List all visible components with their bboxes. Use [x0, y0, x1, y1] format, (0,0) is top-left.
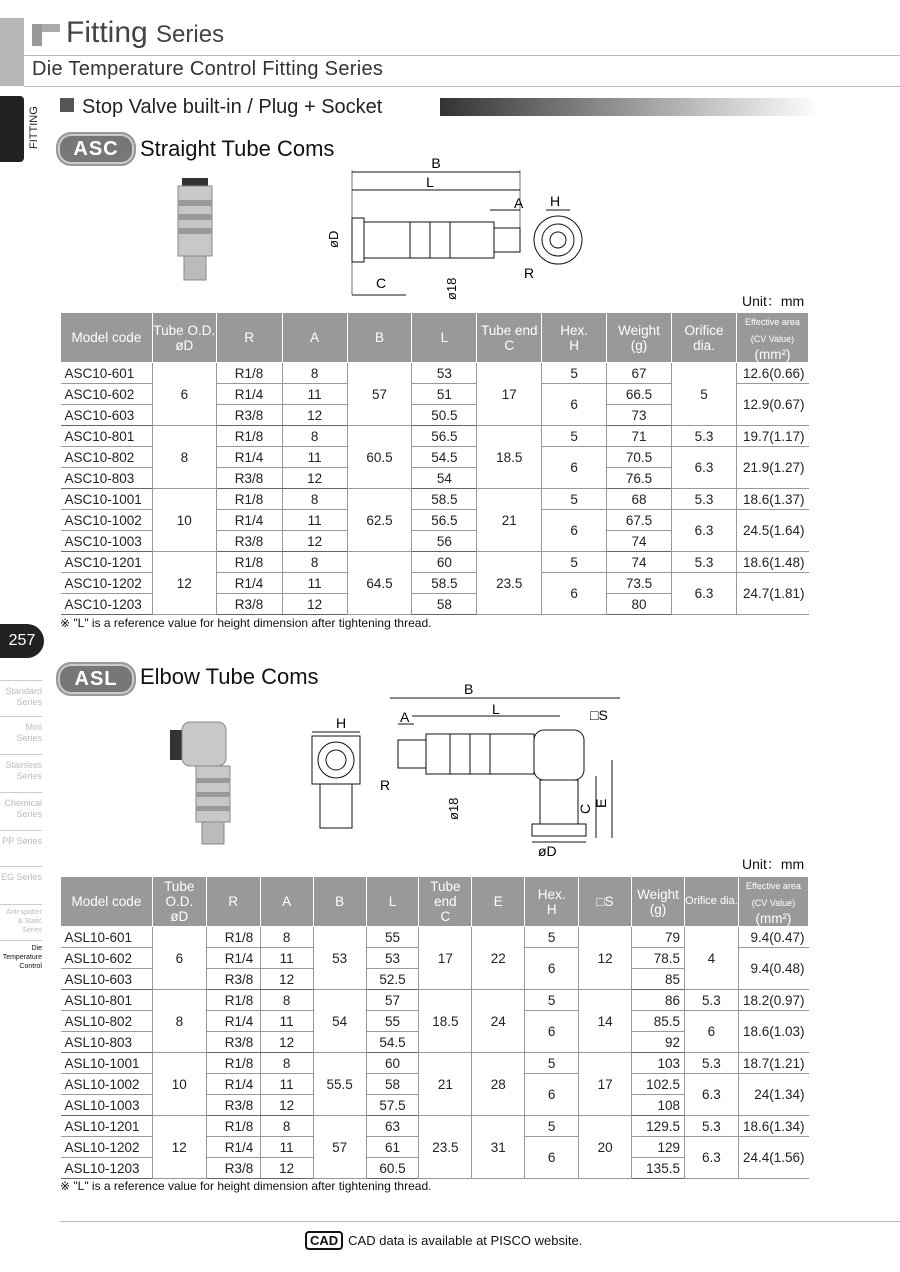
cell-a: 11 — [282, 573, 347, 594]
cell-w: 129 — [632, 1137, 685, 1158]
cell-w: 74 — [607, 531, 672, 552]
cell-r: R1/8 — [216, 489, 282, 510]
cell-w: 79 — [632, 927, 685, 948]
svg-text:H: H — [550, 193, 561, 209]
cell-b: 62.5 — [347, 489, 412, 552]
cell-r: R3/8 — [206, 1095, 260, 1116]
cell-w: 85.5 — [632, 1011, 685, 1032]
cell-l: 55 — [366, 927, 419, 948]
divider — [0, 716, 42, 717]
asl-note: ※ "L" is a reference value for height dimension after tightening thread. — [60, 1179, 432, 1193]
col-model-code: Model code — [61, 877, 153, 927]
cell-r: R3/8 — [216, 531, 282, 552]
cell-c: 21 — [419, 1053, 472, 1116]
cell-h: 5 — [542, 489, 607, 510]
cell-r: R1/4 — [206, 1137, 260, 1158]
cell-eff: 9.4(0.47) — [738, 927, 808, 948]
nav-chemical-series[interactable]: Chemical Series — [4, 798, 42, 819]
cell-orifice: 6.3 — [672, 510, 737, 552]
svg-text:ø18: ø18 — [446, 797, 461, 820]
cell-e: 24 — [472, 990, 525, 1053]
col-a: A — [282, 313, 347, 363]
cell-w: 73 — [607, 405, 672, 426]
cell-model: ASL10-802 — [61, 1011, 153, 1032]
svg-text:B: B — [464, 681, 474, 697]
cell-a: 12 — [260, 1095, 313, 1116]
col-hex: Hex. H — [525, 877, 579, 927]
col-tube-end: Tube end C — [419, 877, 472, 927]
cell-b: 55.5 — [313, 1053, 366, 1116]
cell-a: 8 — [282, 552, 347, 573]
cell-w: 129.5 — [632, 1116, 685, 1137]
cell-eff: 18.2(0.97) — [738, 990, 808, 1011]
cell-eff: 24.4(1.56) — [738, 1137, 808, 1179]
nav-die-temperature-control[interactable]: Die Temperature Control — [2, 945, 42, 970]
col-orifice: Orifice dia. — [684, 877, 738, 927]
cell-l: 58.5 — [412, 489, 477, 510]
asc-spec-table — [60, 312, 809, 615]
col-a: A — [260, 877, 313, 927]
cell-a: 11 — [282, 447, 347, 468]
asl-badge: ASL — [56, 662, 136, 696]
side-tab-label: FITTING — [28, 106, 40, 150]
cell-w: 102.5 — [632, 1074, 685, 1095]
nav-stainless-series[interactable]: Stainless Series — [5, 760, 42, 781]
cell-a: 11 — [260, 948, 313, 969]
cell-l: 58.5 — [412, 573, 477, 594]
col-l: L — [412, 313, 477, 363]
cad-icon: CAD — [305, 1231, 343, 1250]
asl-title: Elbow Tube Coms — [140, 664, 319, 689]
cell-h: 5 — [542, 426, 607, 447]
asc-title: Straight Tube Coms — [140, 136, 335, 161]
col-tube-od: Tube O.D. øD — [152, 313, 216, 363]
cell-w: 70.5 — [607, 447, 672, 468]
cell-r: R1/8 — [206, 927, 260, 948]
cell-model: ASC10-1001 — [61, 489, 153, 510]
cell-r: R3/8 — [206, 1158, 260, 1179]
cell-r: R3/8 — [216, 405, 282, 426]
cell-orifice: 5 — [672, 363, 737, 426]
cell-l: 58 — [412, 594, 477, 615]
cad-notice: CAD CAD data is available at PISCO website. — [305, 1231, 582, 1250]
svg-text:L: L — [426, 174, 434, 190]
divider — [24, 86, 900, 87]
divider — [0, 792, 42, 793]
cell-l: 54.5 — [366, 1032, 419, 1053]
cell-w: 78.5 — [632, 948, 685, 969]
cell-w: 67 — [607, 363, 672, 384]
cell-c: 21 — [477, 489, 542, 552]
asc-badge: ASC — [56, 132, 136, 166]
cell-model: ASC10-1201 — [61, 552, 153, 573]
cell-l: 58 — [366, 1074, 419, 1095]
cell-h: 6 — [542, 447, 607, 489]
cell-b: 53 — [313, 927, 366, 990]
col-b: B — [347, 313, 412, 363]
svg-text:øD: øD — [538, 843, 557, 859]
table-row — [61, 489, 809, 510]
fitting-logo-icon — [30, 20, 64, 48]
svg-text:E: E — [593, 798, 609, 808]
divider — [0, 866, 42, 867]
divider — [0, 754, 42, 755]
cell-od: 8 — [152, 990, 206, 1053]
cell-l: 56.5 — [412, 510, 477, 531]
cell-od: 6 — [152, 927, 206, 990]
svg-text:B: B — [431, 155, 441, 171]
cell-r: R1/4 — [216, 510, 282, 531]
cell-a: 12 — [282, 594, 347, 615]
cell-model: ASL10-803 — [61, 1032, 153, 1053]
cell-h: 6 — [542, 510, 607, 552]
col-l: L — [366, 877, 419, 927]
cell-orifice: 5.3 — [684, 1053, 738, 1074]
cell-s: 20 — [579, 1116, 632, 1179]
cell-h: 5 — [525, 1116, 579, 1137]
cell-a: 12 — [260, 969, 313, 990]
divider — [0, 680, 42, 681]
cell-l: 55 — [366, 1011, 419, 1032]
cell-l: 50.5 — [412, 405, 477, 426]
cell-r: R1/8 — [216, 426, 282, 447]
page-title: Fitting Series — [66, 16, 225, 49]
col-r: R — [206, 877, 260, 927]
cell-eff: 21.9(1.27) — [736, 447, 808, 489]
cell-l: 56.5 — [412, 426, 477, 447]
cell-w: 68 — [607, 489, 672, 510]
cell-w: 71 — [607, 426, 672, 447]
cell-eff: 12.6(0.66) — [736, 363, 808, 384]
cell-model: ASC10-803 — [61, 468, 153, 489]
cell-b: 57 — [313, 1116, 366, 1179]
nav-standard-series[interactable]: Standard Series — [5, 686, 42, 707]
cell-l: 57.5 — [366, 1095, 419, 1116]
cell-a: 12 — [282, 531, 347, 552]
cell-eff: 18.6(1.03) — [738, 1011, 808, 1053]
cell-l: 56 — [412, 531, 477, 552]
cell-orifice: 6.3 — [672, 447, 737, 489]
cell-eff: 12.9(0.67) — [736, 384, 808, 426]
cell-model: ASC10-1003 — [61, 531, 153, 552]
cell-a: 8 — [282, 489, 347, 510]
cell-w: 67.5 — [607, 510, 672, 531]
cell-od: 12 — [152, 552, 216, 615]
cell-model: ASL10-1201 — [61, 1116, 153, 1137]
svg-text:R: R — [524, 265, 535, 281]
cell-od: 8 — [152, 426, 216, 489]
cell-r: R1/4 — [206, 1011, 260, 1032]
cell-model: ASL10-1001 — [61, 1053, 153, 1074]
cell-model: ASL10-602 — [61, 948, 153, 969]
cell-e: 31 — [472, 1116, 525, 1179]
asl-unit: Unit：mm — [742, 856, 805, 872]
cell-r: R1/4 — [216, 447, 282, 468]
cell-w: 135.5 — [632, 1158, 685, 1179]
cell-a: 11 — [260, 1074, 313, 1095]
cell-od: 12 — [152, 1116, 206, 1179]
cell-w: 92 — [632, 1032, 685, 1053]
cell-orifice: 5.3 — [684, 990, 738, 1011]
cell-r: R1/8 — [206, 990, 260, 1011]
cell-h: 6 — [542, 384, 607, 426]
col-b: B — [313, 877, 366, 927]
cell-r: R1/4 — [206, 948, 260, 969]
section-heading: Stop Valve built-in / Plug + Socket — [60, 96, 382, 119]
cell-model: ASL10-1202 — [61, 1137, 153, 1158]
col-weight: Weight (g) — [632, 877, 685, 927]
cell-l: 60 — [366, 1053, 419, 1074]
asl-spec-table — [60, 876, 809, 1179]
cell-r: R1/4 — [216, 384, 282, 405]
divider — [24, 55, 900, 56]
cell-eff: 18.6(1.48) — [736, 552, 808, 573]
cell-model: ASC10-802 — [61, 447, 153, 468]
cell-c: 18.5 — [419, 990, 472, 1053]
cell-h: 5 — [542, 552, 607, 573]
cell-model: ASC10-1202 — [61, 573, 153, 594]
cell-l: 54 — [412, 468, 477, 489]
col-orifice: Orifice dia. — [672, 313, 737, 363]
col-s: □S — [579, 877, 632, 927]
cell-r: R3/8 — [216, 594, 282, 615]
svg-text:C: C — [577, 803, 593, 814]
cell-b: 60.5 — [347, 426, 412, 489]
cell-eff: 18.6(1.37) — [736, 489, 808, 510]
cell-eff: 18.7(1.21) — [738, 1053, 808, 1074]
cell-eff: 19.7(1.17) — [736, 426, 808, 447]
cell-model: ASL10-1002 — [61, 1074, 153, 1095]
cell-e: 22 — [472, 927, 525, 990]
asl-product-image — [160, 710, 250, 850]
cell-orifice: 6 — [684, 1011, 738, 1053]
cell-orifice: 6.3 — [672, 573, 737, 615]
nav-mini-series[interactable]: Mini Series — [16, 722, 42, 743]
cell-r: R1/8 — [206, 1116, 260, 1137]
cell-w: 80 — [607, 594, 672, 615]
cell-orifice: 6.3 — [684, 1074, 738, 1116]
cell-l: 53 — [366, 948, 419, 969]
cell-model: ASC10-603 — [61, 405, 153, 426]
cell-a: 11 — [282, 384, 347, 405]
table-row — [61, 990, 809, 1011]
cell-model: ASC10-602 — [61, 384, 153, 405]
nav-anti-spatter-series[interactable]: Anti-spatter & Static Series — [6, 909, 42, 934]
cell-r: R3/8 — [216, 468, 282, 489]
cell-r: R1/8 — [206, 1053, 260, 1074]
cell-model: ASC10-1002 — [61, 510, 153, 531]
asc-product-image — [160, 170, 230, 290]
svg-text:H: H — [336, 715, 347, 731]
divider — [0, 904, 42, 905]
asc-dimension-drawing — [320, 150, 600, 302]
cell-h: 6 — [525, 1137, 579, 1179]
cell-model: ASL10-603 — [61, 969, 153, 990]
cell-l: 63 — [366, 1116, 419, 1137]
page-subtitle: Die Temperature Control Fitting Series — [32, 58, 384, 80]
cell-r: R3/8 — [206, 969, 260, 990]
cell-eff: 24.7(1.81) — [736, 573, 808, 615]
table-row — [61, 1053, 809, 1074]
page-number: 257 — [0, 624, 44, 658]
col-tube-od: Tube O.D. øD — [152, 877, 206, 927]
cell-a: 12 — [282, 468, 347, 489]
cell-l: 53 — [412, 363, 477, 384]
cell-r: R1/8 — [216, 552, 282, 573]
cell-s: 14 — [579, 990, 632, 1053]
col-hex: Hex. H — [542, 313, 607, 363]
cell-c: 17 — [477, 363, 542, 426]
svg-text:A: A — [400, 709, 410, 725]
cell-od: 10 — [152, 489, 216, 552]
table-row — [61, 927, 809, 948]
cell-b: 64.5 — [347, 552, 412, 615]
cell-a: 8 — [260, 1053, 313, 1074]
cell-model: ASL10-1203 — [61, 1158, 153, 1179]
cell-a: 11 — [260, 1137, 313, 1158]
svg-text:A: A — [514, 195, 524, 211]
svg-text:L: L — [492, 701, 500, 717]
cell-a: 12 — [260, 1158, 313, 1179]
svg-text:C: C — [376, 275, 387, 291]
cell-c: 23.5 — [419, 1116, 472, 1179]
cell-a: 8 — [260, 1116, 313, 1137]
cell-h: 5 — [525, 1053, 579, 1074]
cell-orifice: 5.3 — [672, 489, 737, 510]
divider — [0, 830, 42, 831]
divider — [60, 1221, 900, 1222]
nav-pp-series[interactable]: PP Series — [2, 836, 42, 846]
cell-s: 17 — [579, 1053, 632, 1116]
cell-a: 8 — [260, 927, 313, 948]
col-effective-area: Effective area (CV Value) (mm²) — [736, 313, 808, 363]
cell-r: R1/8 — [216, 363, 282, 384]
cell-r: R1/4 — [216, 573, 282, 594]
cell-r: R1/4 — [206, 1074, 260, 1095]
cell-a: 8 — [260, 990, 313, 1011]
col-e: E — [472, 877, 525, 927]
cell-l: 61 — [366, 1137, 419, 1158]
cell-od: 10 — [152, 1053, 206, 1116]
cell-h: 6 — [525, 1011, 579, 1053]
cell-od: 6 — [152, 363, 216, 426]
cell-l: 51 — [412, 384, 477, 405]
cell-w: 66.5 — [607, 384, 672, 405]
table-row — [61, 426, 809, 447]
cell-a: 11 — [260, 1011, 313, 1032]
cell-a: 12 — [282, 405, 347, 426]
cell-b: 54 — [313, 990, 366, 1053]
svg-text:øD: øD — [326, 230, 341, 248]
nav-eg-series[interactable]: EG Series — [0, 872, 42, 882]
cell-orifice: 4 — [684, 927, 738, 990]
cell-model: ASC10-801 — [61, 426, 153, 447]
cell-model: ASL10-601 — [61, 927, 153, 948]
cell-w: 73.5 — [607, 573, 672, 594]
cell-a: 8 — [282, 426, 347, 447]
col-model-code: Model code — [61, 313, 153, 363]
svg-text:ø18: ø18 — [444, 277, 459, 300]
cell-w: 76.5 — [607, 468, 672, 489]
cell-orifice: 5.3 — [672, 552, 737, 573]
table-row — [61, 552, 809, 573]
cell-h: 5 — [542, 363, 607, 384]
cell-l: 54.5 — [412, 447, 477, 468]
cell-eff: 24.5(1.64) — [736, 510, 808, 552]
section-gradient-bar — [440, 98, 820, 116]
cell-w: 85 — [632, 969, 685, 990]
cell-model: ASL10-1003 — [61, 1095, 153, 1116]
cell-w: 103 — [632, 1053, 685, 1074]
divider — [0, 940, 42, 941]
cell-model: ASC10-1203 — [61, 594, 153, 615]
cell-eff: 9.4(0.48) — [738, 948, 808, 990]
cell-c: 18.5 — [477, 426, 542, 489]
cell-r: R3/8 — [206, 1032, 260, 1053]
asc-unit: Unit：mm — [742, 293, 805, 309]
side-tab — [0, 96, 24, 162]
cell-l: 52.5 — [366, 969, 419, 990]
cell-orifice: 5.3 — [672, 426, 737, 447]
cell-l: 60.5 — [366, 1158, 419, 1179]
cell-orifice: 5.3 — [684, 1116, 738, 1137]
cell-eff: 24(1.34) — [738, 1074, 808, 1116]
col-tube-end: Tube end C — [477, 313, 542, 363]
cell-l: 60 — [412, 552, 477, 573]
cell-a: 12 — [260, 1032, 313, 1053]
cell-orifice: 6.3 — [684, 1137, 738, 1179]
cell-h: 6 — [525, 1074, 579, 1116]
asc-note: ※ "L" is a reference value for height dimension after tightening thread. — [60, 616, 432, 630]
svg-text:R: R — [380, 777, 391, 793]
cell-l: 57 — [366, 990, 419, 1011]
cell-eff: 18.6(1.34) — [738, 1116, 808, 1137]
cell-w: 86 — [632, 990, 685, 1011]
asl-dimension-drawing — [300, 680, 630, 860]
col-effective-area: Effective area (CV Value) (mm²) — [738, 877, 808, 927]
cell-a: 11 — [282, 510, 347, 531]
cell-model: ASL10-801 — [61, 990, 153, 1011]
cell-a: 8 — [282, 363, 347, 384]
cell-c: 23.5 — [477, 552, 542, 615]
cell-b: 57 — [347, 363, 412, 426]
cell-model: ASC10-601 — [61, 363, 153, 384]
col-weight: Weight (g) — [607, 313, 672, 363]
cell-c: 17 — [419, 927, 472, 990]
table-row — [61, 363, 809, 384]
table-row — [61, 1116, 809, 1137]
cell-h: 6 — [525, 948, 579, 990]
cell-h: 6 — [542, 573, 607, 615]
cell-w: 74 — [607, 552, 672, 573]
cell-w: 108 — [632, 1095, 685, 1116]
svg-text:□S: □S — [590, 707, 608, 723]
cell-s: 12 — [579, 927, 632, 990]
cell-h: 5 — [525, 990, 579, 1011]
cell-e: 28 — [472, 1053, 525, 1116]
header-accent-bar — [0, 18, 24, 86]
col-r: R — [216, 313, 282, 363]
cell-h: 5 — [525, 927, 579, 948]
